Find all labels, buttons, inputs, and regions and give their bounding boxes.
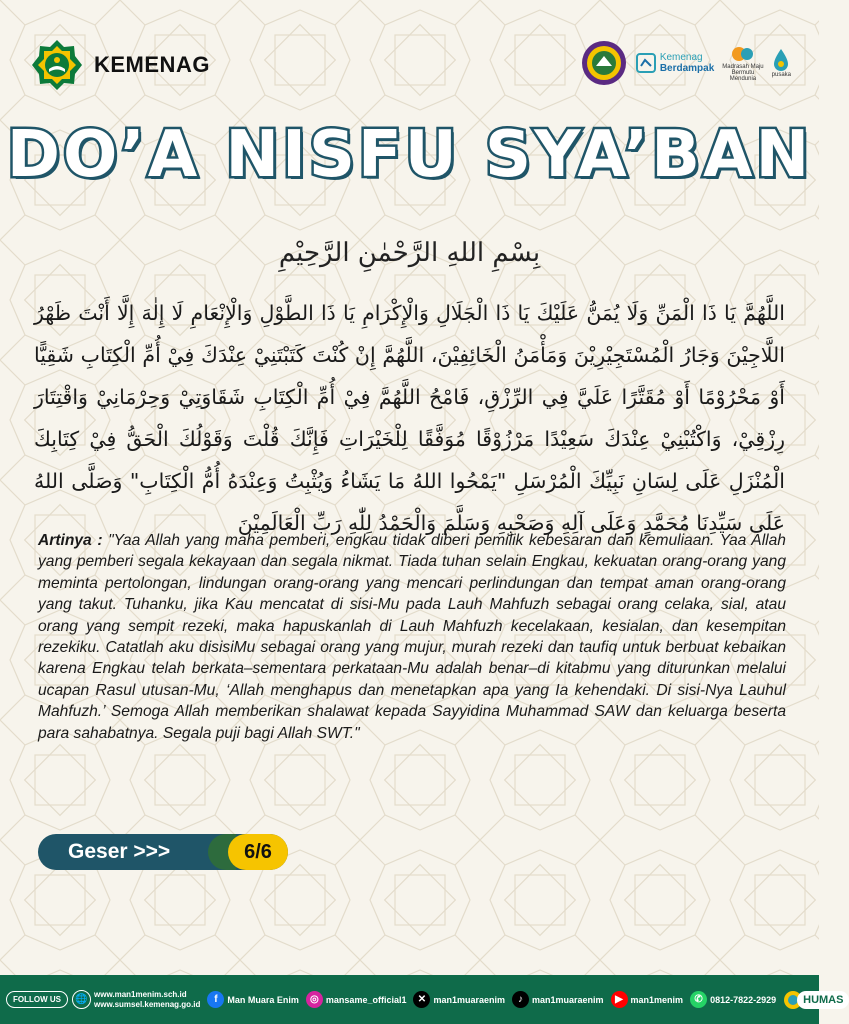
- page-title: DO’A NISFU SYA’BAN: [6, 118, 813, 192]
- kemenag-berdampak-logo: [635, 52, 714, 74]
- arabic-prayer-text: اللَّهُمَّ يَا ذَا الْمَنِّ وَلَا يُمَنُّ عَلَيْكَ يَا ذَا الْجَلَالِ وَالْإِكْرَامِ يَا ذَا الطَّوْلِ وَالْإِنْعَامِ لَا إِلٰهَ إِلَّا أَنْتَ ظَهْرُ اللَّاجِيْنَ وَجَارُ الْمُسْتَجِيْرِيْنَ وَمَأْمَنُ الْخَائِفِيْنَ، اللَّهُمَّ إِنْ كُنْتَ كَتَبْتَنِيْ عِنْدَكَ فِيْ أُمِّ الْكِتَابِ شَقِيًّا أَوْ مَحْرُوْمًا أَوْ مُقَتَّرًا عَلَيَّ فِي الرِّزْقِ، فَامْحُ اللَّهُمَّ فِيْ أُمِّ الْكِتَابِ شَقَاوَتِيْ وَحِرْمَانِيْ وَاقْتِتَارَ رِزْقِيْ، وَاكْتُبْنِيْ عِنْدَكَ سَعِيْدًا مَرْزُوْقًا مُوَفَّقًا لِلْخَيْرَاتِ فَإِنَّكَ قُلْتَ وَقَوْلُكَ الْحَقُّ فِيْ كِتَابِكَ الْمُنْزَلِ عَلَى لِسَانِ نَبِيِّكَ الْمُرْسَلِ "يَمْحُوا اللهُ مَا يَشَاءُ وَيُثْبِتُ وَعِنْدَهُ أُمُّ الْكِتَابِ" وَصَلَّى اللهُ عَلَى سَيِّدِنَا مُحَمَّدٍ وَعَلَى آلِهِ وَصَحْبِهِ وَسَلَّمَ وَالْحَمْدُ لِلّٰهِ رَبِّ الْعَالَمِيْنَ: [34, 301, 785, 535]
- tiktok-handle: man1muaraenim: [532, 994, 604, 1005]
- whatsapp-icon: ✆: [690, 991, 707, 1008]
- madrasah-maju-logo: [722, 44, 763, 82]
- madrasah-maju-icon: [730, 44, 756, 64]
- berdampak-icon: [635, 52, 657, 74]
- partner-logos: [581, 40, 791, 86]
- kemenag-logo: [30, 38, 210, 92]
- geser-label: Geser >>>: [68, 840, 171, 863]
- website-2[interactable]: www.sumsel.kemenag.go.id: [94, 999, 201, 1009]
- youtube-handle: man1menim: [630, 994, 684, 1005]
- humas-label: HUMAS: [797, 991, 849, 1009]
- follow-us-label: FOLLOW US: [6, 991, 68, 1008]
- translation-text: "Yaa Allah yang maha pemberi, engkau tidak diberi pemilik kebesaran dan kemuliaan. Yaa Allah yang pemberi segala kekayaan dan segala nikmat. Tiada tuhan selain Engkau, kekuatan orang-orang yang meminta pertolongan, lindungan orang-orang yang mencari perlindungan dan tempat aman orang-orang yang takut. Tuhanku, jika Kau mencatat di sisi-Mu pada Lauh Mahfuzh sebagai orang celaka, sial, atau orang yang sempit rezeki, maka hapuskanlah di Lauh Mahfuzh kecelakaan, kesialan, dan kesempitan rezekiku. Catatlah aku disisiMu sebagai orang yang mujur, murah rezeki dan taufiq untuk berbuat kebaikan karena Engkau telah berkata–sementara perkataan-Mu adalah benar–di kitabmu yang diturunkan melalui ucapan Rasul utusan-Mu, ‘Allah menghapus dan menetapkan apa yang Ia kehendaki. Di sisi-Nya Lauhul Mahfuzh.’ Semoga Allah memberikan shalawat kepada Sayyidina Muhammad SAW dan keluarga beserta para sahabatnya. Segala puji bagi Allah SWT.": [38, 532, 786, 742]
- footer-bar: [0, 975, 844, 1024]
- uin-seal-icon: [581, 40, 627, 86]
- madrasah-line1: Madrasah Maju: [722, 64, 764, 70]
- tiktok-link[interactable]: [512, 991, 604, 1008]
- website-links[interactable]: [72, 990, 200, 1010]
- page-indicator: 6/6: [228, 834, 288, 870]
- x-link[interactable]: [413, 991, 505, 1008]
- instagram-icon: ◎: [306, 991, 323, 1008]
- x-handle: man1muaraenim: [433, 994, 505, 1005]
- humas-logo: [783, 990, 849, 1010]
- x-icon: ✕: [413, 991, 430, 1008]
- pusaka-label: pusaka: [771, 72, 791, 78]
- whatsapp-link[interactable]: [690, 991, 776, 1008]
- berdampak-line2: Berdampak: [659, 63, 715, 74]
- whatsapp-number: 0812-7822-2929: [710, 994, 777, 1005]
- instagram-link[interactable]: [306, 991, 407, 1008]
- globe-icon: 🌐: [72, 990, 91, 1009]
- facebook-icon: f: [207, 991, 224, 1008]
- brand-name: KEMENAG: [94, 52, 210, 77]
- youtube-icon: ▶: [611, 991, 628, 1008]
- kemenag-emblem-icon: [30, 38, 84, 92]
- facebook-handle: Man Muara Enim: [227, 994, 299, 1005]
- geser-button[interactable]: [38, 834, 288, 870]
- madrasah-line3: Mendunia: [729, 76, 757, 82]
- translation-label: Artinya :: [38, 532, 103, 549]
- website-1[interactable]: www.man1menim.sch.id: [94, 989, 187, 999]
- berdampak-line1: Kemenag: [659, 52, 703, 63]
- pusaka-drop-icon: [772, 48, 790, 72]
- translation-paragraph: [38, 530, 786, 744]
- tiktok-icon: ♪: [512, 991, 529, 1008]
- facebook-link[interactable]: [207, 991, 299, 1008]
- basmalah: بِسْمِ اللهِ الرَّحْمٰنِ الرَّحِيْمِ: [278, 238, 541, 268]
- pusaka-logo: [772, 48, 791, 78]
- madrasah-line2: Bermutu: [731, 70, 755, 76]
- instagram-handle: mansame_official1: [325, 994, 407, 1005]
- youtube-link[interactable]: [611, 991, 684, 1008]
